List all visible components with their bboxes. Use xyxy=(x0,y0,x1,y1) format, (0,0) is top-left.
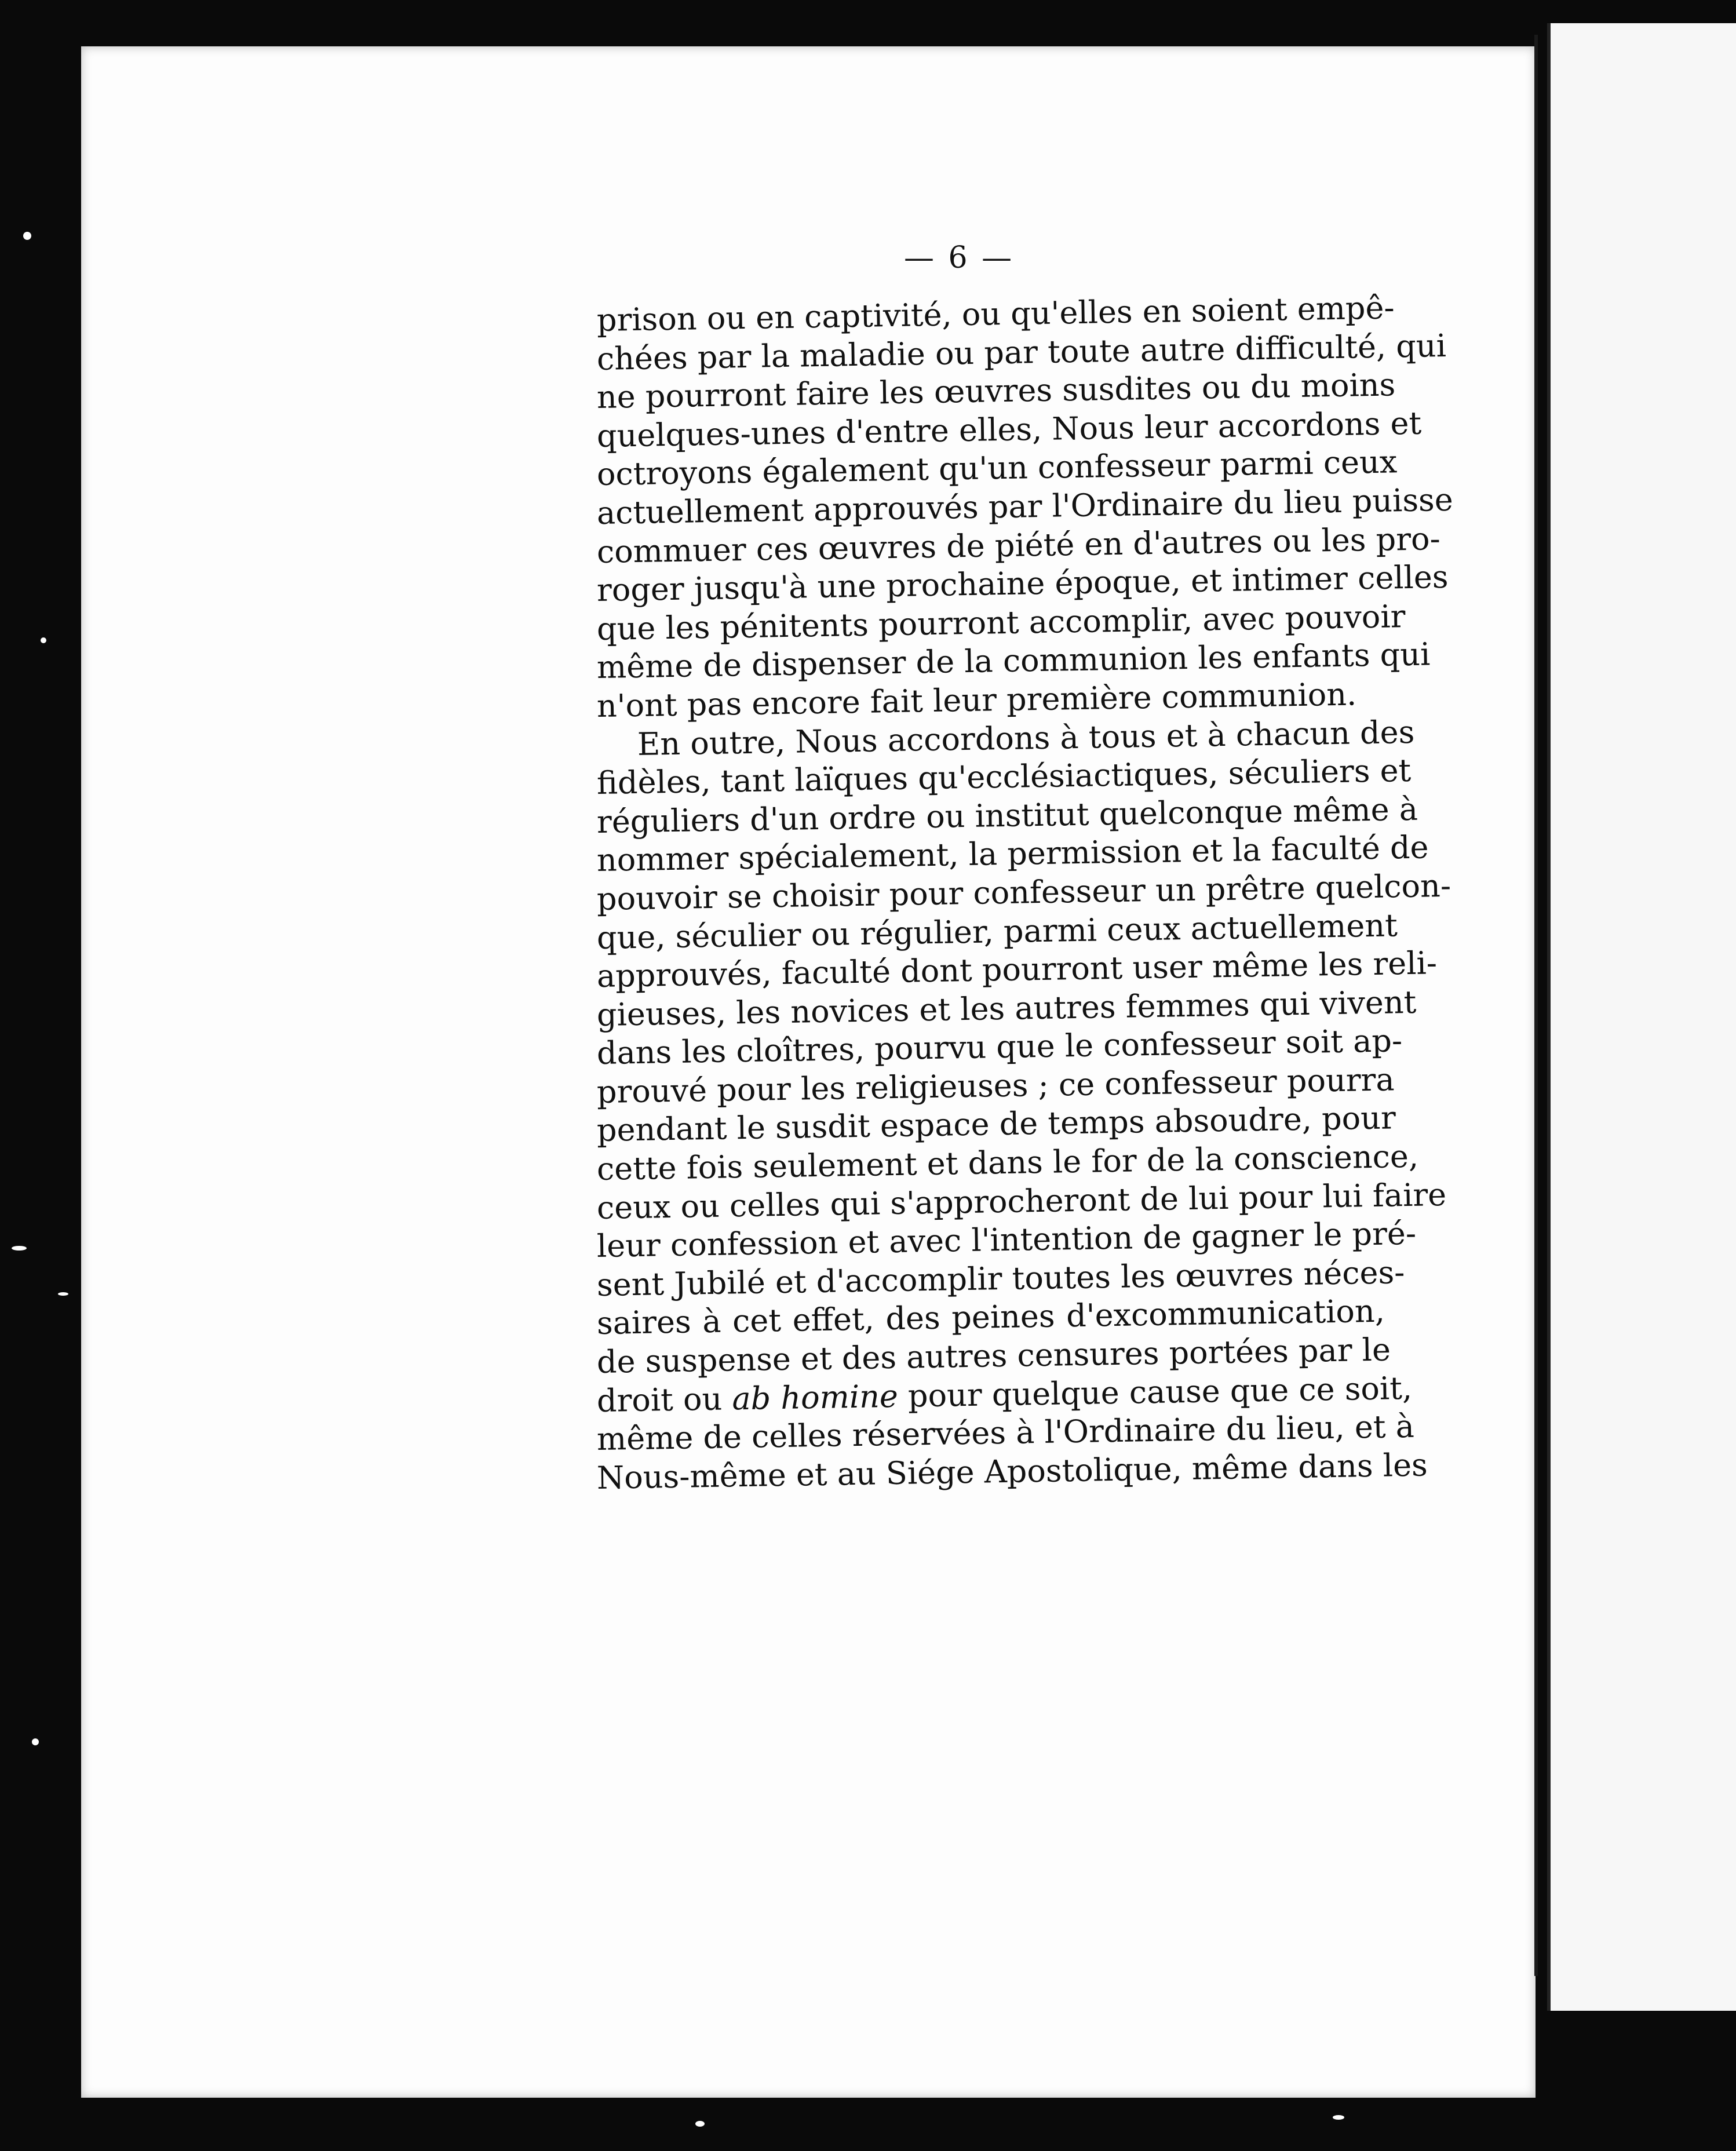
scan-speck xyxy=(32,1738,39,1745)
text-segment: pour quelque cause que ce soit, xyxy=(898,1369,1413,1414)
scan-speck xyxy=(23,232,31,240)
italic-phrase: ab homine xyxy=(731,1377,899,1417)
text-line: approuvés, faculté dont pourront user même les reli- xyxy=(596,945,1438,995)
text-line: chées par la maladie ou par toute autre difficulté, qui xyxy=(596,327,1447,377)
text-line: sent Jubilé et d'accomplir toutes les œuvres néces- xyxy=(596,1253,1405,1303)
text-line: gieuses, les novices et les autres femmes qui vivent xyxy=(596,983,1417,1033)
text-line: roger jusqu'à une prochaine époque, et intimer celles xyxy=(596,559,1449,609)
adjacent-page-edge xyxy=(1547,23,1736,2011)
scan-speck xyxy=(12,1246,27,1251)
text-line: même de celles réservées à l'Ordinaire du lieu, et à xyxy=(596,1408,1415,1458)
text-line: même de dispenser de la communion les enfants qui xyxy=(596,636,1431,686)
text-line: que, séculier ou régulier, parmi ceux actuellement xyxy=(596,906,1398,956)
text-line: octroyons également qu'un confesseur parmi ceux xyxy=(596,443,1398,493)
text-line: pouvoir se choisir pour confesseur un prêtre quelcon- xyxy=(596,867,1451,917)
text-line: cette fois seulement et dans le for de la conscience, xyxy=(596,1138,1419,1188)
text-line: ne pourront faire les œuvres susdites ou du moins xyxy=(596,366,1396,416)
text-line: de suspense et des autres censures portées par le xyxy=(596,1331,1391,1381)
text-line: prison ou en captivité, ou qu'elles en soient empê- xyxy=(596,289,1395,338)
text-line: réguliers d'un ordre ou institut quelconque même à xyxy=(596,790,1418,840)
text-line: leur confession et avec l'intention de gagner le pré- xyxy=(596,1215,1417,1265)
body-text xyxy=(596,289,1454,1497)
paragraph-end-line: n'ont pas encore fait leur première communion. xyxy=(596,676,1357,724)
text-line: fidèles, tant laïques qu'ecclésiactiques, séculiers et xyxy=(596,752,1412,802)
text-line: ceux ou celles qui s'approcheront de lui pour lui faire xyxy=(596,1176,1447,1226)
text-line: saires à cet effet, des peines d'excommunication, xyxy=(596,1293,1385,1342)
text-line: quelques-unes d'entre elles, Nous leur accordons et xyxy=(596,404,1422,454)
scan-speck xyxy=(1333,2115,1344,2120)
scan-speck xyxy=(695,2121,705,2127)
text-line: dans les cloîtres, pourvu que le confesseur soit ap- xyxy=(596,1022,1403,1072)
text-line: actuellement approuvés par l'Ordinaire du lieu puisse xyxy=(596,481,1454,531)
text-line: nommer spécialement, la permission et la faculté de xyxy=(596,829,1429,879)
scan-speck xyxy=(41,637,46,643)
text-segment: droit ou xyxy=(596,1380,732,1419)
scan-speck xyxy=(58,1292,68,1296)
text-line: pendant le susdit espace de temps absoudre, pour xyxy=(596,1099,1396,1149)
text-line: que les pénitents pourront accomplir, avec pouvoir xyxy=(596,597,1406,647)
paragraph-start-line: En outre, Nous accordons à tous et à chacun des xyxy=(637,713,1415,763)
page-gutter xyxy=(1534,35,1538,1976)
text-line: Nous-même et au Siége Apostolique, même dans les xyxy=(596,1446,1428,1496)
text-line: commuer ces œuvres de piété en d'autres ou les pro- xyxy=(596,520,1441,570)
text-line: prouvé pour les religieuses ; ce confesseur pourra xyxy=(596,1061,1395,1110)
page-number: — 6 — xyxy=(904,240,1015,275)
